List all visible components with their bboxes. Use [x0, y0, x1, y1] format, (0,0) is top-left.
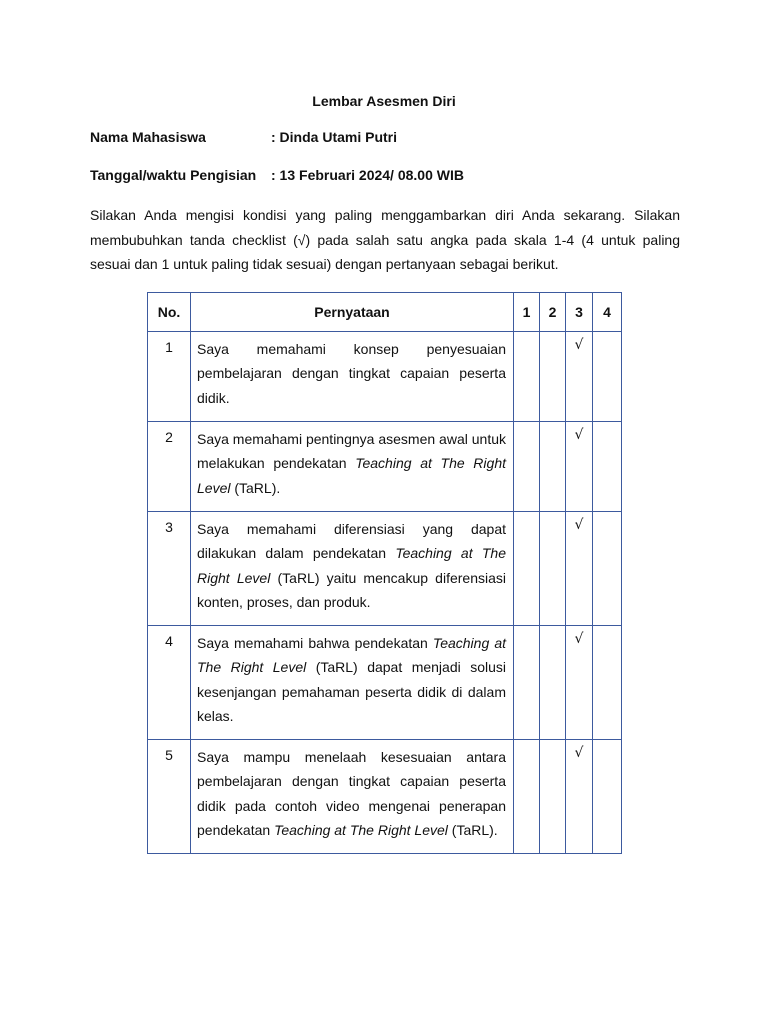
statement-text: [191, 740, 514, 854]
row-number: 1: [148, 332, 191, 422]
student-name-value: : Dinda Utami Putri: [271, 129, 398, 145]
check-mark-icon: √: [574, 631, 584, 647]
statement-italic-term: Teaching at The Right Level: [197, 545, 506, 586]
scale-3-cell[interactable]: [566, 422, 593, 512]
scale-3-cell[interactable]: [566, 332, 593, 422]
scale-4-cell[interactable]: [593, 626, 622, 740]
check-mark-icon: √: [574, 337, 584, 353]
scale-2-cell[interactable]: [540, 512, 566, 626]
table-row: [148, 332, 622, 422]
table-row: [148, 626, 622, 740]
table-header-row: [148, 293, 622, 332]
fill-date-row: [90, 166, 464, 184]
statement-text: [191, 422, 514, 512]
statement-part: (TaRL).: [230, 479, 281, 496]
scale-2-cell[interactable]: [540, 626, 566, 740]
header-scale-4: 4: [593, 293, 622, 332]
statement-part: (TaRL).: [447, 821, 498, 838]
scale-1-cell[interactable]: [514, 626, 540, 740]
row-number: 3: [148, 512, 191, 626]
header-statement: Pernyataan: [191, 293, 514, 332]
table-row: [148, 512, 622, 626]
check-mark-icon: √: [574, 517, 584, 533]
statement-text: [191, 626, 514, 740]
statement-italic-term: Teaching at The Right Level: [274, 821, 448, 838]
header-scale-3: 3: [566, 293, 593, 332]
row-number: 5: [148, 740, 191, 854]
scale-2-cell[interactable]: [540, 332, 566, 422]
statement-text: [191, 512, 514, 626]
statement-italic-term: Teaching at The Right Level: [197, 635, 506, 676]
statement-part: Saya memahami diferensiasi yang dapat dilakukan dalam pendekatan: [197, 521, 506, 562]
table-row: [148, 740, 622, 854]
table-row: [148, 422, 622, 512]
header-scale-2: 2: [540, 293, 566, 332]
scale-2-cell[interactable]: [540, 740, 566, 854]
fill-date-value: : 13 Februari 2024/ 08.00 WIB: [271, 167, 464, 183]
statement-part: (TaRL) yaitu mencakup diferensiasi konten, proses, dan produk.: [197, 569, 506, 610]
instructions-paragraph: Silakan Anda mengisi kondisi yang paling menggambarkan diri Anda sekarang. Silakan membubuhkan tanda checklist (√) pada salah satu angka pada skala 1-4 (4 untuk paling sesuai dan 1 untuk paling tidak sesuai) dengan pertanyaan sebagai berikut.: [90, 207, 680, 272]
scale-4-cell[interactable]: [593, 422, 622, 512]
statement-part: Saya memahami bahwa pendekatan: [197, 635, 433, 651]
scale-3-cell[interactable]: [566, 512, 593, 626]
header-scale-1: 1: [514, 293, 540, 332]
scale-3-cell[interactable]: [566, 740, 593, 854]
scale-4-cell[interactable]: [593, 740, 622, 854]
student-name-row: [90, 128, 397, 146]
statement-italic-term: Teaching at The Right Level: [197, 455, 506, 496]
scale-2-cell[interactable]: [540, 422, 566, 512]
statement-part: Saya memahami konsep penyesuaian pembelajaran dengan tingkat capaian peserta didik.: [197, 341, 506, 406]
scale-1-cell[interactable]: [514, 422, 540, 512]
scale-1-cell[interactable]: [514, 512, 540, 626]
scale-1-cell[interactable]: [514, 740, 540, 854]
check-mark-icon: √: [574, 745, 584, 761]
scale-4-cell[interactable]: [593, 332, 622, 422]
header-no: No.: [148, 293, 191, 332]
row-number: 4: [148, 626, 191, 740]
row-number: 2: [148, 422, 191, 512]
document-title: Lembar Asesmen Diri: [312, 93, 456, 109]
student-name-label: Nama Mahasiswa: [90, 129, 206, 145]
scale-3-cell[interactable]: [566, 626, 593, 740]
statement-text: [191, 332, 514, 422]
statement-part: Saya memahami pentingnya asesmen awal untuk melakukan pendekatan: [197, 431, 506, 472]
scale-1-cell[interactable]: [514, 332, 540, 422]
assessment-table: [147, 292, 622, 854]
fill-date-label: Tanggal/waktu Pengisian: [90, 167, 257, 183]
statement-part: (TaRL) dapat menjadi solusi kesenjangan pemahaman peserta didik di dalam kelas.: [197, 659, 506, 724]
check-mark-icon: √: [574, 427, 584, 443]
statement-part: Saya mampu menelaah kesesuaian antara pembelajaran dengan tingkat capaian peserta didik pada contoh video mengenai penerapan pendekatan: [197, 749, 506, 838]
scale-4-cell[interactable]: [593, 512, 622, 626]
